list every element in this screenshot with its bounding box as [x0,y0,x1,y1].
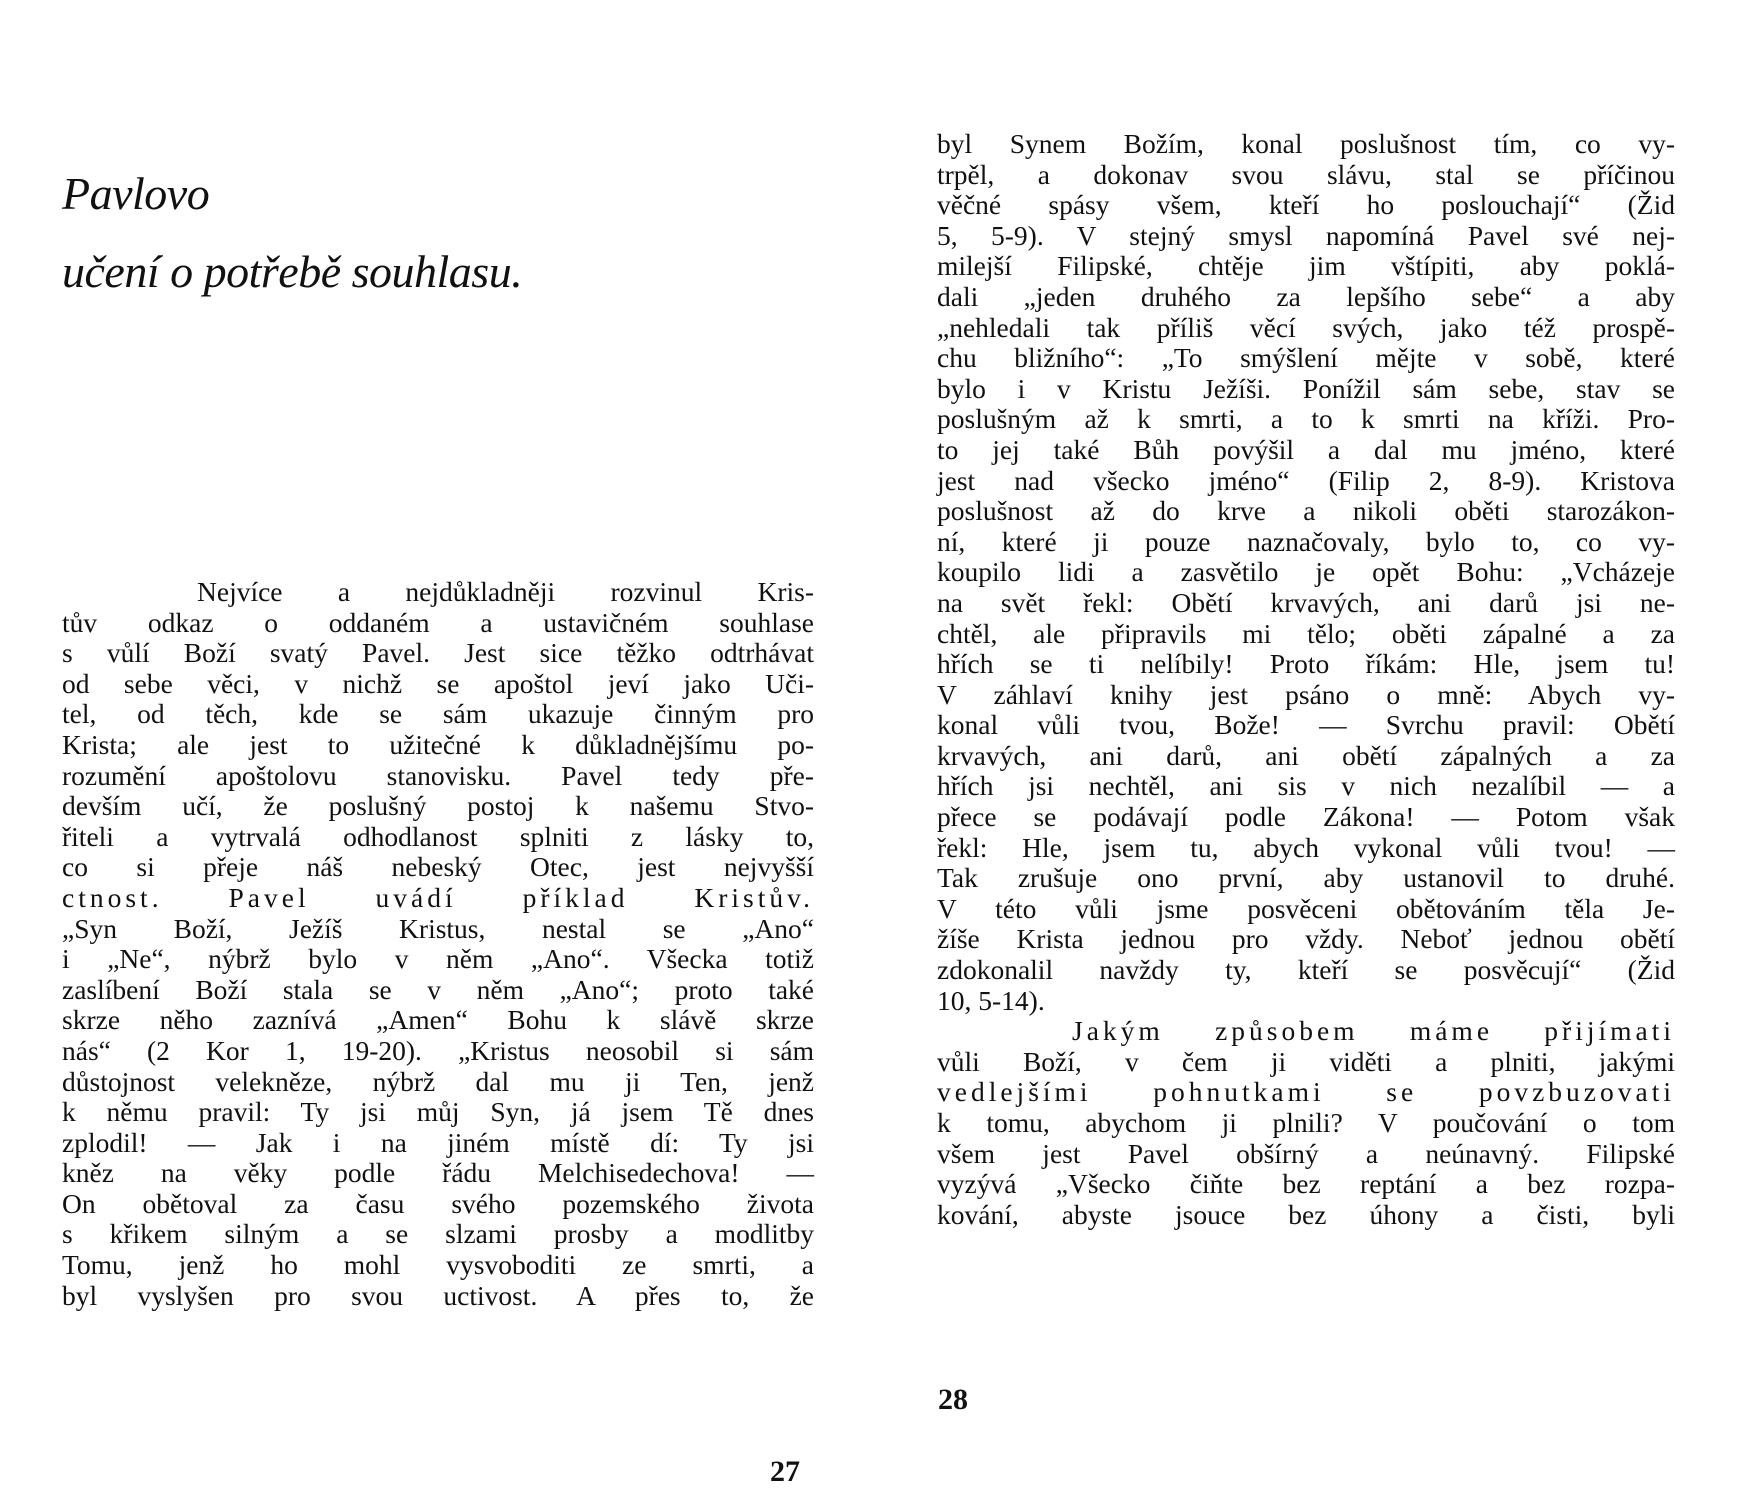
text-line: koupilo lidi a zasvětilo je opět Bohu: „Vcházeje [937,556,1675,588]
text-line: dali „jeden druhého za lepšího sebe“ a aby [937,280,1675,312]
text-line: Nejvíce a nejdůkladněji rozvinul Kris- [197,576,814,607]
text-line: devším učí, že poslušný postoj k našemu Stvo- [62,790,814,822]
text-line: „nehledali tak příliš věcí svých, jako též prospě- [937,311,1675,343]
text-line: přece se podávají podle Zákona! — Potom však [937,801,1675,833]
text-line: chu bližního“: „To smýšlení mějte v sobě, které [937,342,1675,374]
text-line: řiteli a vytrvalá odhodlanost splniti z lásky to, [62,820,814,852]
text-line: trpěl, a dokonav svou slávu, stal se příčinou [937,158,1675,190]
chapter-title [62,155,522,311]
text-line: milejší Filipské, chtěje jim vštípiti, aby poklá- [937,250,1675,282]
text-line: V této vůli jsme posvěceni obětováním těla Je- [937,892,1675,924]
text-line: důstojnost velekněze, nýbrž dal mu ji Ten, jenž [62,1065,814,1097]
text-line: poslušnost až do krve a nikoli oběti starozákon- [937,495,1675,527]
text-line: byl vyslyšen pro svou uctivost. A přes to, že [62,1279,814,1311]
text-line: vedlejšími pohnutkami se povzbuzovati [937,1076,1675,1108]
text-line: 5, 5-9). V stejný smysl napomíná Pavel své nej- [937,219,1675,251]
text-line: tův odkaz o oddaném a ustavičném souhlase [62,606,814,638]
text-line: všem jest Pavel obšírný a neúnavný. Filipské [937,1137,1675,1169]
text-line: hřích se ti nelíbily! Proto říkám: Hle, jsem tu! [937,648,1675,680]
text-line: skrze něho zaznívá „Amen“ Bohu k slávě skrze [62,1004,814,1036]
text-line: zaslíbení Boží stala se v něm „Ano“; proto také [62,973,814,1005]
right-body-text [937,129,1675,1230]
text-line: ní, které ji pouze naznačovaly, bylo to, co vy- [937,525,1675,557]
chapter-title-line-2: učení o potřebě souhlasu. [62,246,523,297]
text-line: nás“ (2 Kor 1, 19-20). „Kristus neosobil si sám [62,1034,814,1066]
text-line: chtěl, ale připravils mi tělo; oběti zápalné a za [937,617,1675,649]
text-line: ctnost. Pavel uvádí příklad Kristův. [62,881,814,913]
text-line: zdokonalil navždy ty, kteří se posvěcují“ (Žid [937,954,1675,986]
text-line: zplodil! — Jak i na jiném místě dí: Ty jsi [62,1126,814,1158]
text-line: „Syn Boží, Ježíš Kristus, nestal se „Ano“ [62,912,814,944]
text-line: bylo i v Kristu Ježíši. Ponížil sám sebe, stav se [937,372,1675,404]
text-line: s křikem silným a se slzami prosby a modlitby [62,1218,814,1250]
text-line: řekl: Hle, jsem tu, abych vykonal vůli tvou! — [937,831,1675,863]
text-line: Tak zrušuje ono první, aby ustanovil to druhé. [937,862,1675,894]
text-line: kněz na věky podle řádu Melchisedechova! — [62,1157,814,1189]
text-line: vůli Boží, v čem ji viděti a plniti, jakými [937,1045,1675,1077]
text-line: vyzývá „Všecko čiňte bez reptání a bez rozpa- [937,1168,1675,1200]
text-line: od sebe věci, v nichž se apoštol jeví jako Uči- [62,667,814,699]
text-line: rozumění apoštolovu stanovisku. Pavel tedy pře- [62,759,814,791]
text-line: k němu pravil: Ty jsi můj Syn, já jsem Tě dnes [62,1096,814,1128]
text-line: konal vůli tvou, Bože! — Svrchu pravil: Obětí [937,709,1675,741]
text-line: i „Ne“, nýbrž bylo v něm „Ano“. Všecka totiž [62,943,814,975]
text-line: věčné spásy všem, kteří ho poslouchají“ (Žid [937,189,1675,221]
text-line: k tomu, abychom ji plnili? V poučování o tom [937,1107,1675,1138]
page-number: 27 [770,1455,800,1488]
chapter-title-line-1: Pavlovo [62,168,210,219]
text-line: poslušným až k smrti, a to k smrti na kříži. Pro- [937,403,1675,435]
text-line: Jakým způsobem máme přijímati [1072,1015,1675,1047]
text-line: jest nad všecko jméno“ (Filip 2, 8-9). Kristova [937,464,1675,496]
text-line: tel, od těch, kde se sám ukazuje činným pro [62,698,814,730]
text-line: byl Synem Božím, konal poslušnost tím, co vy- [937,128,1675,159]
text-line: kování, abyste jsouce bez úhony a čisti, byli [937,1198,1675,1230]
text-line: krvavých, ani darů, ani obětí zápalných a za [937,739,1675,771]
text-line: na svět řekl: Obětí krvavých, ani darů jsi ne- [937,586,1675,618]
text-line: Tomu, jenž ho mohl vysvoboditi ze smrti, a [62,1249,814,1281]
text-line: 10, 5-14). [937,984,1045,1016]
right-page [871,0,1742,1500]
left-body-text [62,577,814,1311]
text-line: V záhlaví knihy jest psáno o mně: Abych vy- [937,678,1675,710]
text-line: žíše Krista jednou pro vždy. Neboť jednou obětí [937,923,1675,955]
text-line: On obětoval za času svého pozemského života [62,1187,814,1219]
text-line: hřích jsi nechtěl, ani sis v nich nezalíbil — a [937,770,1675,802]
page-number: 28 [938,1383,968,1416]
text-line: Krista; ale jest to užitečné k důkladnějšímu po- [62,728,814,760]
text-line: co si přeje náš nebeský Otec, jest nejvyšší [62,851,814,883]
text-line: to jej také Bůh povýšil a dal mu jméno, které [937,433,1675,465]
text-line: s vůlí Boží svatý Pavel. Jest sice těžko odtrhávat [62,637,814,669]
